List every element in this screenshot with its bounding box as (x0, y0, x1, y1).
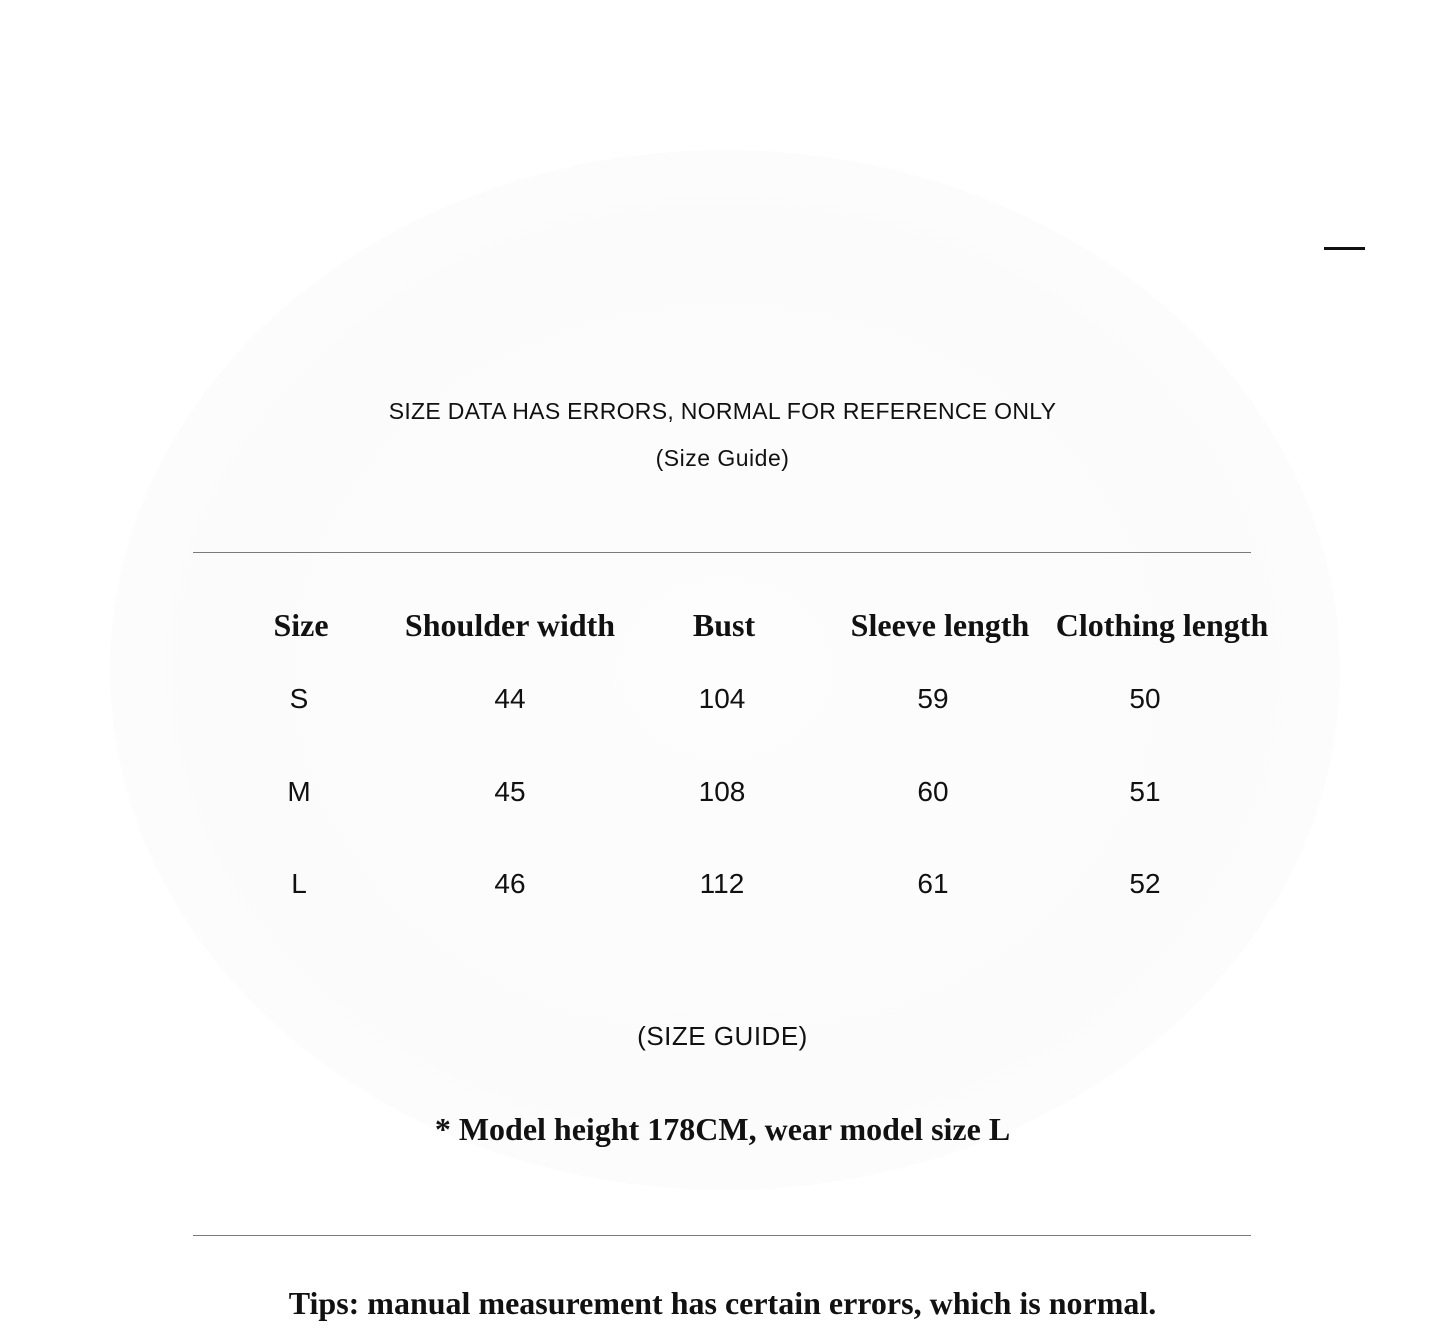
cell-clothing-length: 51 (1129, 776, 1161, 807)
cell-bust: 112 (699, 868, 745, 899)
model-note: * Model height 178CM, wear model size L (434, 1111, 1011, 1147)
tips-text: Tips: manual measurement has certain errors, which is normal. (288, 1285, 1157, 1321)
cell-clothing-length: 52 (1129, 868, 1161, 899)
bottom-divider (193, 1235, 1251, 1236)
size-guide-label: (SIZE GUIDE) (637, 1021, 808, 1051)
column-header-shoulder-width: Shoulder width (404, 607, 616, 643)
column-header-sleeve-length: Sleeve length (850, 607, 1030, 643)
size-guide-subtitle: (Size Guide) (655, 445, 790, 471)
cell-bust: 104 (698, 683, 746, 714)
top-divider (193, 552, 1251, 553)
cell-shoulder-width: 46 (494, 868, 526, 899)
column-header-size: Size (273, 607, 329, 643)
column-header-bust: Bust (692, 607, 756, 643)
disclaimer-text: SIZE DATA HAS ERRORS, NORMAL FOR REFERENCE ONLY (388, 398, 1057, 424)
cell-shoulder-width: 45 (494, 776, 526, 807)
cell-clothing-length: 50 (1129, 683, 1161, 714)
cell-sleeve-length: 60 (917, 776, 949, 807)
cell-size: S (289, 683, 309, 714)
cell-size: L (291, 868, 307, 899)
cell-bust: 108 (698, 776, 746, 807)
column-header-clothing-length: Clothing length (1055, 607, 1269, 643)
cell-shoulder-width: 44 (494, 683, 526, 714)
cell-sleeve-length: 59 (917, 683, 949, 714)
dash-icon (1324, 247, 1365, 250)
cell-size: M (287, 776, 311, 807)
cell-sleeve-length: 61 (917, 868, 949, 899)
